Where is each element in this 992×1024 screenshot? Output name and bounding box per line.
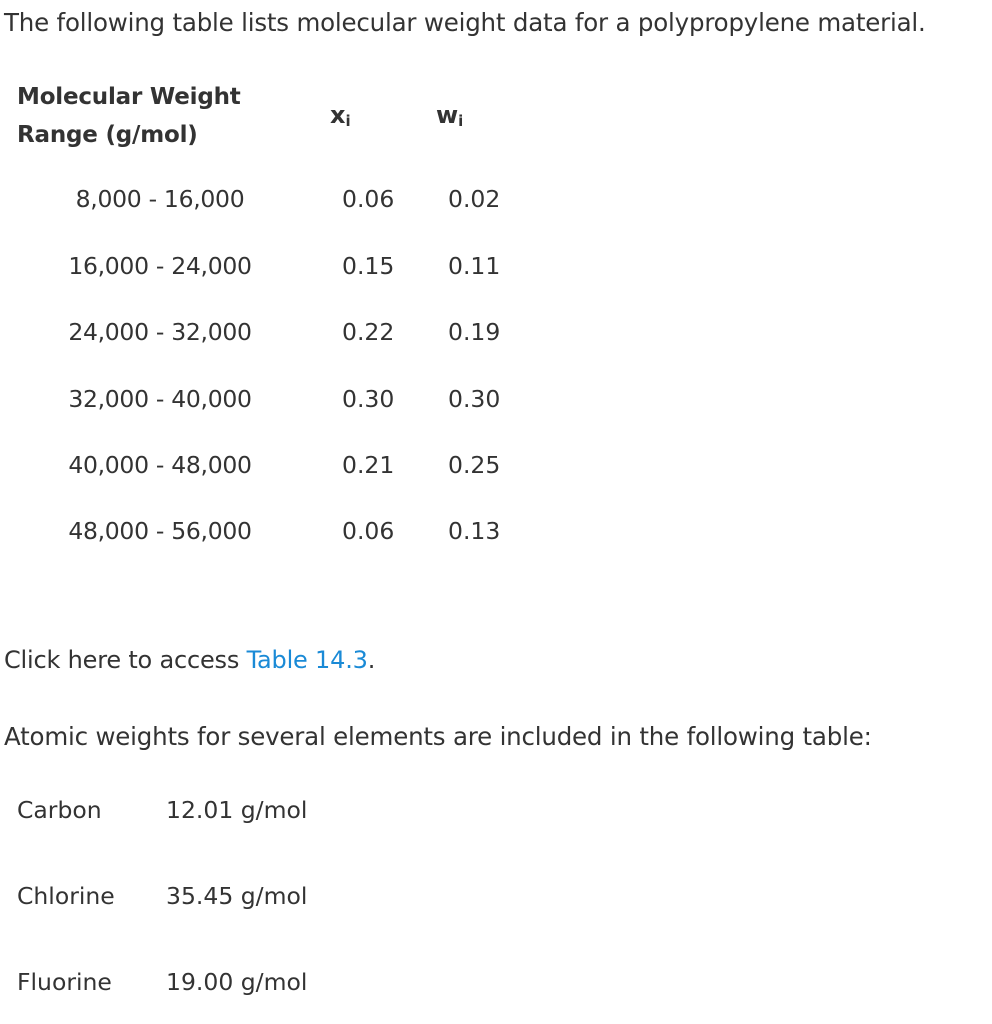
range-cell: 40,000 - 48,000: [68, 451, 252, 479]
header-range-line1: Molecular Weight: [17, 84, 241, 110]
element-weight: 35.45 g/mol: [166, 882, 308, 910]
access-prefix: Click here to access: [4, 646, 247, 674]
x-cell: 0.30: [342, 385, 395, 413]
x-cell: 0.06: [342, 517, 395, 545]
header-x-subscript: i: [345, 112, 351, 130]
range-cell: 16,000 - 24,000: [68, 252, 252, 280]
w-cell: 0.19: [448, 318, 501, 346]
x-cell: 0.21: [342, 451, 395, 479]
x-cell: 0.15: [342, 252, 395, 280]
x-cell: 0.06: [342, 185, 395, 213]
w-cell: 0.13: [448, 517, 501, 545]
element-weight: 12.01 g/mol: [166, 796, 308, 824]
header-molecular-weight-range: [17, 78, 241, 154]
element-name: Chlorine: [17, 882, 115, 910]
header-x-symbol: x: [330, 101, 346, 129]
header-w-subscript: i: [458, 112, 464, 130]
access-line: [4, 646, 375, 674]
x-cell: 0.22: [342, 318, 395, 346]
header-range-line2: Range (g/mol): [17, 122, 198, 148]
intro-text: The following table lists molecular weight data for a polypropylene material.: [4, 8, 926, 37]
header-number-fraction: [330, 101, 351, 130]
range-cell: 32,000 - 40,000: [68, 385, 252, 413]
w-cell: 0.30: [448, 385, 501, 413]
w-cell: 0.25: [448, 451, 501, 479]
atomic-weights-intro: Atomic weights for several elements are included in the following table:: [4, 722, 872, 751]
element-name: Carbon: [17, 796, 102, 824]
w-cell: 0.02: [448, 185, 501, 213]
header-w-symbol: w: [436, 101, 459, 129]
element-weight: 19.00 g/mol: [166, 968, 308, 996]
range-cell: 24,000 - 32,000: [68, 318, 252, 346]
table-14-3-link[interactable]: Table 14.3: [246, 646, 368, 674]
w-cell: 0.11: [448, 252, 501, 280]
element-name: Fluorine: [17, 968, 112, 996]
header-weight-fraction: [436, 101, 463, 130]
range-cell: 48,000 - 56,000: [68, 517, 252, 545]
range-cell: 8,000 - 16,000: [75, 185, 245, 213]
access-suffix: .: [367, 646, 376, 674]
